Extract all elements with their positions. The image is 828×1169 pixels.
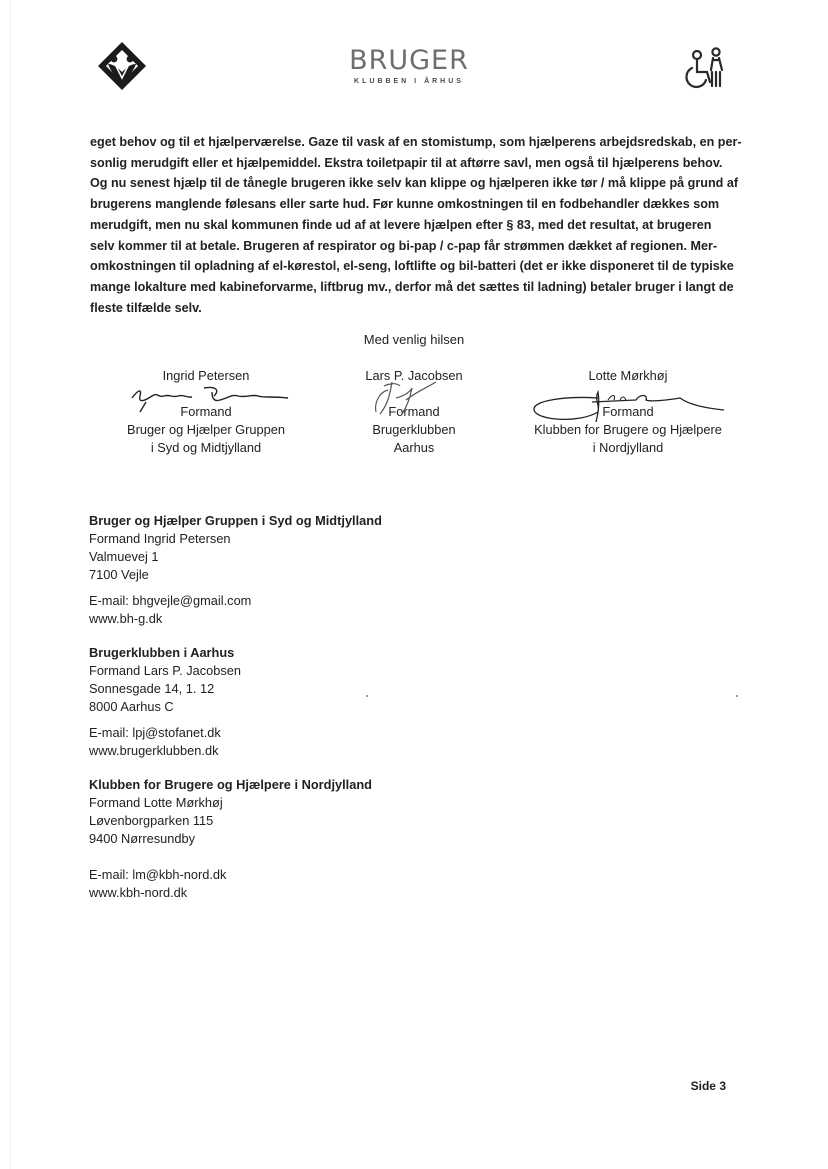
brand-word: BRUGER (349, 45, 469, 76)
signatory-name: Lars P. Jacobsen (365, 368, 463, 383)
scan-speck (366, 695, 368, 697)
body-line: eget behov og til et hjælperværelse. Gaze til vask af en stomistump, som hjælperens arbejdsredskab, en per- (90, 135, 742, 149)
signatory-title: Formand (180, 404, 232, 419)
signatory-org: i Nordjylland (592, 440, 664, 455)
body-line: omkostningen til opladning af el-kørestol, el-seng, loftlifte og bil-batteri (det er ikke disponeret til de typiske (90, 259, 734, 274)
wheelchair-helper-icon (682, 46, 728, 92)
body-line: mange lokalture med kabineforvarme, liftbrug mv., derfor må det sættes til ladning) betaler bruger i langt de (90, 279, 734, 294)
contact-org: Brugerklubben i Aarhus (89, 645, 235, 660)
contact-city: 8000 Aarhus C (89, 699, 174, 714)
contact-street: Valmuevej 1 (89, 549, 159, 564)
signatory-org: i Syd og Midtjylland (150, 440, 262, 455)
contact-block-brugerklubben (89, 644, 489, 760)
signatory-title: Formand (602, 404, 654, 419)
contact-org: Klubben for Brugere og Hjælpere i Nordjylland (89, 777, 372, 792)
body-line: merudgift, men nu skal kommunen finde ud af at levere hjælpen efter § 83, med det resultat, at brugeren (90, 217, 712, 232)
contact-email[interactable]: E-mail: lpj@stofanet.dk (89, 725, 221, 740)
signatory-1 (86, 367, 326, 457)
body-paragraph (90, 132, 742, 318)
contact-block-bhg (89, 512, 489, 628)
signatory-org: Klubben for Brugere og Hjælpere (534, 422, 722, 437)
body-line: selv kommer til at betale. Brugeren af respirator og bi-pap / c-pap får strømmen dækket af regionen. Mer- (90, 238, 718, 253)
body-line: fleste tilfælde selv. (90, 300, 202, 315)
signatory-name: Ingrid Petersen (162, 368, 250, 383)
body-line: Og nu senest hjælp til de tånegle brugeren ikke selv kan klippe og hjælperen ikke tør / må klippe på grund af (90, 176, 739, 191)
contact-website[interactable]: www.bh-g.dk (89, 611, 163, 626)
closing-greeting: Med venlig hilsen (363, 332, 465, 347)
contact-website[interactable]: www.brugerklubben.dk (89, 743, 219, 758)
contact-email[interactable]: E-mail: bhgvejle@gmail.com (89, 593, 252, 608)
contact-block-kbh-nord (89, 776, 489, 902)
signatory-org: Brugerklubben (372, 422, 456, 437)
contact-street: Løvenborgparken 115 (89, 813, 214, 828)
heart-people-icon (96, 40, 148, 92)
signatory-org: Bruger og Hjælper Gruppen (127, 422, 285, 437)
contact-person: Formand Ingrid Petersen (89, 531, 231, 546)
contact-city: 9400 Nørresundby (89, 831, 195, 846)
body-line: sonlig merudgift eller et hjælpemiddel. Ekstra toiletpapir til at aftørre savl, men også til hjælperens behov. (90, 155, 723, 170)
body-line: brugerens manglende følesans eller sarte hud. Før kunne omkostningen til en fodbehandler dækkes som (90, 197, 720, 212)
contact-person: Formand Lars P. Jacobsen (89, 663, 241, 678)
signatory-org: Aarhus (393, 440, 435, 455)
signatory-3 (508, 367, 748, 457)
contact-list (89, 512, 489, 902)
contact-org: Bruger og Hjælper Gruppen i Syd og Midtjylland (89, 513, 382, 528)
signatory-title: Formand (388, 404, 440, 419)
signatory-2 (294, 367, 534, 457)
brand-subtitle: KLUBBEN I ÅRHUS (354, 78, 464, 85)
scan-edge (10, 0, 11, 1169)
brugerklubben-logo (344, 46, 474, 96)
contact-person: Formand Lotte Mørkhøj (89, 795, 223, 810)
signatory-name: Lotte Mørkhøj (588, 368, 668, 383)
page-number: Side 3 (690, 1079, 726, 1093)
scan-speck (736, 695, 738, 697)
contact-email[interactable]: E-mail: lm@kbh-nord.dk (89, 867, 227, 882)
contact-website[interactable]: www.kbh-nord.dk (89, 885, 188, 900)
contact-street: Sonnesgade 14, 1. 12 (89, 681, 215, 696)
contact-city: 7100 Vejle (89, 567, 149, 582)
